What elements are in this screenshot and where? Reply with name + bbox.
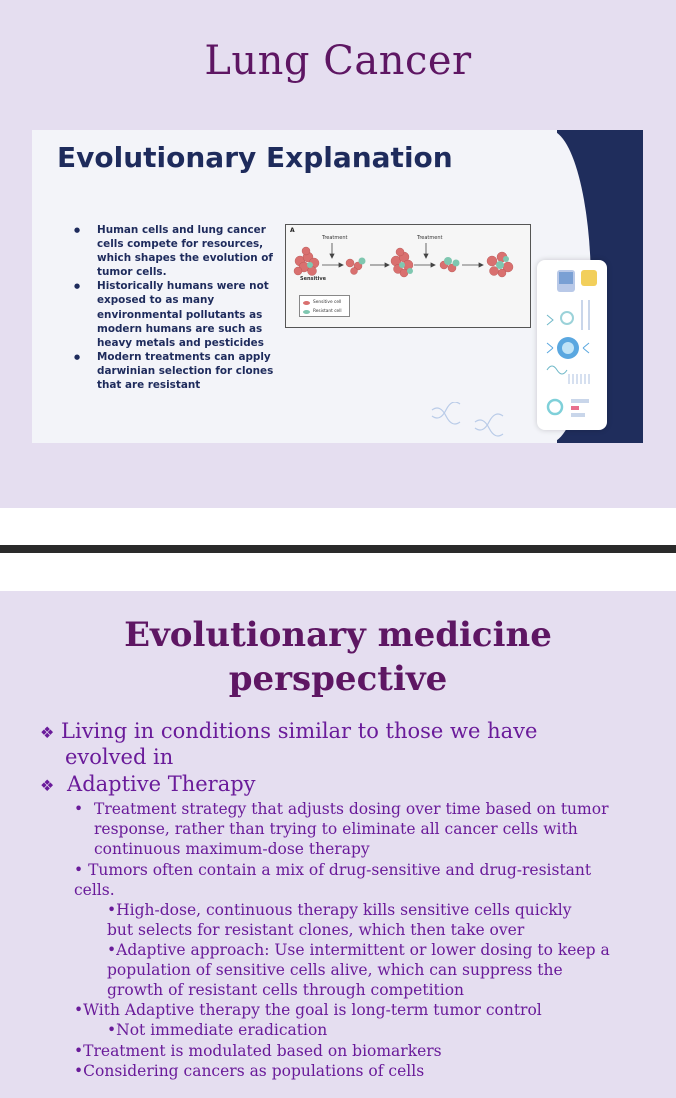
bullet-text: Living in conditions similar to those we have: [61, 719, 538, 743]
legend-label: Resistant cell: [313, 309, 342, 314]
bullet-item: [40, 771, 256, 799]
dna-decoration-icon: [427, 402, 527, 442]
slide-lung-cancer: [0, 0, 676, 508]
cell-cluster: [294, 247, 319, 276]
sensitive-state-label: Sensitive: [300, 276, 326, 282]
sub-sub-bullet: •High-dose, continuous therapy kills sensitive cells quickly: [107, 901, 572, 919]
embedded-slide-title: Evolutionary Explanation: [57, 141, 453, 174]
sub-sub-bullet: but selects for resistant clones, which then take over: [107, 921, 525, 939]
sub-sub-bullet: •Not immediate eradication: [107, 1021, 328, 1039]
sub-bullet-icon: •: [74, 800, 84, 818]
legend-label: Sensitive cell: [313, 300, 342, 305]
diamond-bullet-icon: ❖: [40, 776, 55, 795]
figure-legend: [299, 295, 350, 317]
title-line: Evolutionary medicine: [124, 615, 552, 655]
figure-panel-label: A: [290, 227, 295, 234]
sub-bullet: continuous maximum-dose therapy: [94, 840, 370, 858]
sub-sub-bullet: growth of resistant cells through competition: [107, 981, 465, 999]
bullet-continuation: evolved in: [65, 745, 174, 769]
sub-sub-bullet: •Adaptive approach: Use intermittent or lower dosing to keep a: [107, 941, 610, 959]
device-graphic: [537, 260, 607, 430]
sub-bullet: •Treatment is modulated based on biomarkers: [74, 1042, 442, 1060]
embedded-bullet: ● Historically humans were not exposed to as many environmental pollutants as modern humans are such as heavy metals and pesticides: [74, 279, 279, 349]
embedded-bullet: ● Human cells and lung cancer cells compete for resources, which shapes the evolution of tumor cells.: [74, 223, 279, 279]
legend-item-sensitive: [303, 300, 341, 305]
slide-gap: [0, 508, 676, 545]
treatment-label: Treatment: [322, 235, 348, 241]
sub-bullet: cells.: [74, 881, 115, 899]
embedded-bullet: ● Modern treatments can apply darwinian selection for clones that are resistant: [74, 350, 279, 392]
sub-sub-bullet: population of sensitive cells alive, which can suppress the: [107, 961, 563, 979]
tumor-evolution-figure: [285, 224, 531, 328]
slide-gap: [0, 553, 676, 591]
sub-bullet: •Considering cancers as populations of cells: [74, 1062, 425, 1080]
bullet-item: [40, 718, 537, 746]
sub-bullet: Treatment strategy that adjusts dosing over time based on tumor: [94, 800, 609, 818]
embedded-slide-image: [32, 130, 643, 443]
sensitive-cell-swatch: [303, 301, 310, 305]
sub-bullet: • Tumors often contain a mix of drug-sensitive and drug-resistant: [74, 861, 592, 879]
slide-title: [0, 613, 676, 701]
legend-item-resistant: [303, 309, 342, 314]
decorative-device-illustration: [537, 260, 607, 430]
slide-evolutionary-medicine: [0, 591, 676, 1098]
diamond-bullet-icon: ❖: [40, 723, 55, 742]
slide-divider: [0, 545, 676, 553]
resistant-cell-swatch: [303, 310, 310, 314]
embedded-bullet-list: [74, 223, 279, 392]
sub-bullet: •With Adaptive therapy the goal is long-term tumor control: [74, 1001, 542, 1019]
sub-bullet: response, rather than trying to eliminate all cancer cells with: [94, 820, 578, 838]
title-line: perspective: [228, 659, 448, 699]
bullet-text: Adaptive Therapy: [67, 772, 256, 796]
treatment-label: Treatment: [417, 235, 443, 241]
slide-title: Lung Cancer: [204, 38, 472, 84]
